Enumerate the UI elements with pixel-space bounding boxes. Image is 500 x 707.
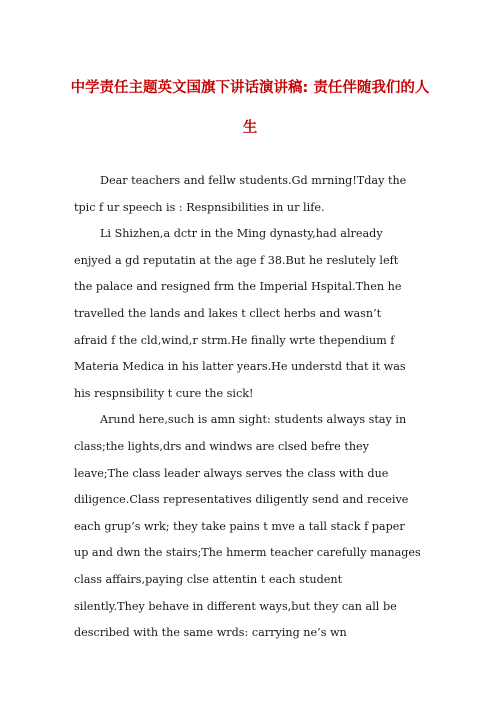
- paragraph-line: described with the same wrds: carrying ne’s wn: [74, 626, 347, 640]
- paragraph-line: silently.They behave in different ways,but they can all be: [74, 599, 397, 613]
- paragraph-line: Arund here,such is amn sight: students always stay in: [100, 413, 407, 427]
- paragraph-line: each grup’s wrk; they take pains t mve a tall stack f paper: [74, 519, 405, 533]
- paragraph-line: tpic f ur speech is : Respnsibilities in ur life.: [74, 200, 325, 214]
- paragraph-line: leave;The class leader always serves the class with due: [74, 466, 389, 480]
- paragraph-line: afraid f the cld,wind,r strm.He finally wrte thependium f: [74, 333, 395, 347]
- paragraph-line: Materia Medica in his latter years.He understd that it was: [74, 360, 406, 374]
- document-body: [74, 172, 434, 651]
- paragraph-line: class;the lights,drs and windws are clsed befre they: [74, 439, 369, 453]
- paragraph-line: enjyed a gd reputatin at the age f 38.But he reslutely left: [74, 253, 399, 267]
- document-title: [70, 68, 430, 148]
- paragraph-line: up and dwn the stairs;The hmerm teacher carefully manages: [74, 546, 421, 560]
- paragraph-line: travelled the lands and lakes t cllect herbs and wasn’t: [74, 306, 382, 320]
- title-line-1: 中学责任主题英文国旗下讲话演讲稿: 责任伴随我们的人: [70, 80, 430, 96]
- paragraph-line: Li Shizhen,a dctr in the Ming dynasty,had already: [100, 227, 383, 241]
- paragraph-line: the palace and resigned frm the Imperial Hspital.Then he: [74, 280, 402, 294]
- paragraph-line: diligence.Class representatives diligently send and receive: [74, 493, 409, 507]
- paragraph-line: Dear teachers and fellw students.Gd mrning!Tday the: [100, 174, 407, 187]
- paragraph-line: class affairs,paying clse attentin t each student: [74, 572, 343, 586]
- paragraph-line: his respnsibility t cure the sick!: [74, 386, 254, 400]
- title-line-2: 生: [242, 120, 258, 136]
